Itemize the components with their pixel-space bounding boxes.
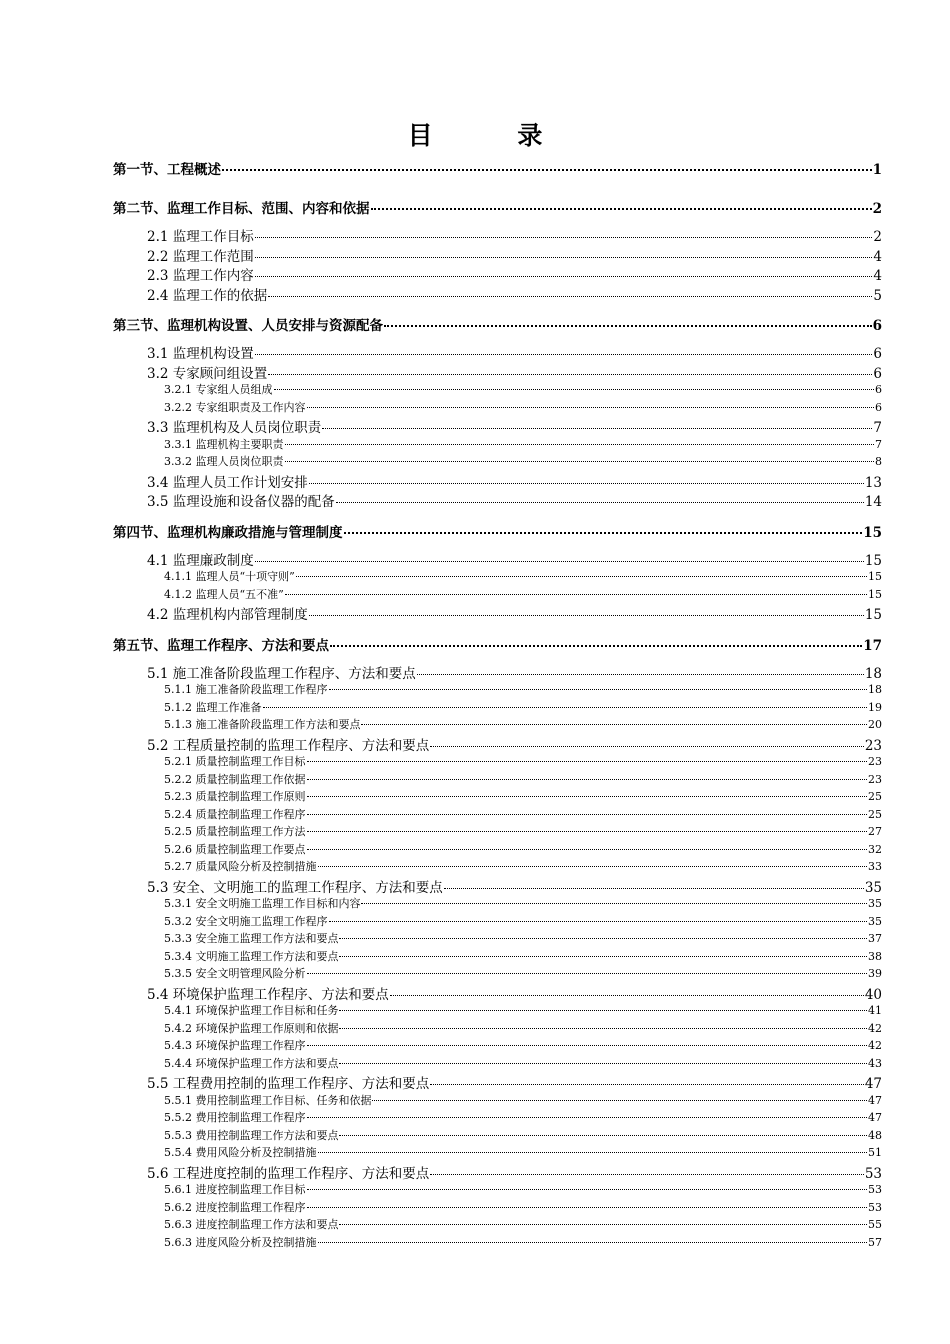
toc-dot-leader (307, 1045, 868, 1046)
toc-entry-label: 2.2 监理工作范围 (147, 248, 254, 265)
toc-dot-leader (255, 354, 873, 355)
toc-entry-page-number: 40 (864, 986, 882, 1003)
toc-entry[interactable] (164, 699, 882, 715)
toc-dot-leader (339, 938, 867, 939)
toc-entry-page-number: 23 (868, 755, 882, 768)
toc-dot-leader (336, 502, 864, 503)
toc-entry[interactable] (113, 197, 882, 217)
toc-entry-label: 3.3.1 监理机构主要职责 (164, 437, 284, 451)
toc-entry-label: 5.6.2 进度控制监理工作程序 (164, 1200, 306, 1214)
toc-entry-label: 2.3 监理工作内容 (147, 268, 254, 284)
toc-entry-label: 5.6 工程进度控制的监理工作程序、方法和要点 (147, 1165, 430, 1182)
toc-entry-page-number: 20 (868, 718, 882, 731)
toc-entry[interactable] (147, 1162, 882, 1182)
toc-entry-page-number: 23 (864, 737, 882, 754)
toc-entry[interactable] (164, 895, 882, 911)
toc-entry-label: 5.2 工程质量控制的监理工作程序、方法和要点 (147, 737, 430, 754)
toc-entry[interactable] (164, 771, 882, 787)
toc-entry-label: 5.5.4 费用风险分析及控制措施 (164, 1146, 317, 1159)
toc-dot-leader (296, 576, 867, 577)
toc-entry-page-number: 35 (864, 879, 882, 896)
toc-entry-page-number: 25 (868, 790, 882, 803)
toc-dot-leader (372, 1100, 867, 1101)
toc-entry-label: 3.1 监理机构设置 (147, 346, 254, 362)
toc-entry-label: 5.6.3 进度控制监理工作方法和要点 (164, 1218, 339, 1231)
toc-entry-page-number: 15 (863, 524, 882, 541)
toc-dot-leader (309, 615, 864, 616)
toc-entry-label: 5.2.5 质量控制监理工作方法 (164, 825, 306, 838)
toc-entry-label: 3.4 监理人员工作计划安排 (147, 474, 308, 491)
toc-entry[interactable] (164, 841, 882, 857)
toc-dot-leader (430, 746, 864, 747)
toc-dot-leader (285, 461, 875, 462)
toc-entry[interactable] (147, 734, 882, 754)
toc-entry[interactable] (164, 1144, 882, 1160)
toc-entry-page-number: 2 (873, 229, 882, 245)
toc-entry-page-number: 18 (868, 683, 882, 696)
page-title: 目 录 (407, 121, 581, 150)
toc-entry-page-number: 53 (864, 1165, 882, 1182)
toc-entry-label: 5.1.3 施工准备阶段监理工作方法和要点 (164, 718, 361, 731)
toc-dot-leader (339, 1010, 867, 1011)
toc-entry-label: 5.2.1 质量控制监理工作目标 (164, 755, 306, 768)
toc-entry-label: 5.1.2 监理工作准备 (164, 700, 262, 714)
toc-entry-page-number: 15 (864, 552, 882, 569)
toc-dot-leader (268, 374, 872, 375)
toc-entry[interactable] (113, 634, 882, 654)
toc-entry[interactable] (164, 1181, 882, 1197)
toc-entry-label: 3.3 监理机构及人员岗位职责 (147, 420, 322, 436)
toc-dot-leader (322, 428, 872, 429)
toc-entry-label: 5.3 安全、文明施工的监理工作程序、方法和要点 (147, 879, 443, 896)
toc-entry-page-number: 53 (868, 1183, 882, 1196)
toc-entry-label: 5.6.1 进度控制监理工作目标 (164, 1183, 306, 1196)
toc-entry-label: 3.3.2 监理人员岗位职责 (164, 455, 284, 468)
toc-entry-page-number: 42 (868, 1021, 882, 1035)
toc-entry[interactable] (147, 983, 882, 1003)
toc-entry[interactable] (164, 453, 882, 469)
toc-entry-page-number: 4 (873, 248, 882, 265)
toc-entry-label: 5.6.3 进度风险分析及控制措施 (164, 1235, 317, 1249)
toc-entry[interactable] (164, 1199, 882, 1215)
toc-dot-leader (430, 1174, 864, 1175)
toc-entry-label: 3.2 专家顾问组设置 (147, 365, 268, 382)
toc-dot-leader (307, 831, 868, 832)
toc-entry-page-number: 13 (864, 474, 882, 491)
toc-dot-leader (339, 1224, 867, 1225)
toc-dot-leader (255, 561, 864, 562)
toc-entry-label: 5.3.3 安全施工监理工作方法和要点 (164, 932, 339, 945)
toc-dot-leader (222, 169, 872, 171)
toc-entry[interactable] (164, 1037, 882, 1053)
toc-entry-label: 5.2.7 质量风险分析及控制措施 (164, 860, 317, 873)
toc-dot-leader (361, 903, 867, 904)
toc-dot-leader (361, 724, 867, 725)
toc-entry-page-number: 4 (873, 268, 882, 284)
toc-dot-leader (318, 866, 868, 867)
toc-entry-label: 4.2 监理机构内部管理制度 (147, 607, 308, 623)
toc-dot-leader (255, 257, 873, 258)
toc-dot-leader (255, 237, 873, 238)
toc-dot-leader (339, 956, 867, 957)
toc-entry-page-number: 25 (868, 807, 882, 821)
toc-entry-page-number: 42 (868, 1039, 882, 1052)
toc-entry-page-number: 6 (875, 383, 882, 396)
toc-entry-label: 2.4 监理工作的依据 (147, 287, 268, 304)
toc-dot-leader (318, 1152, 868, 1153)
toc-dot-leader (339, 1135, 867, 1136)
toc-entry-label: 5.3.2 安全文明施工监理工作程序 (164, 914, 328, 928)
toc-dot-leader (309, 483, 864, 484)
toc-entry[interactable] (164, 399, 882, 415)
toc-dot-leader (339, 1028, 867, 1029)
toc-entry-page-number: 53 (868, 1200, 882, 1214)
toc-entry-label: 5.1.1 施工准备阶段监理工作程序 (164, 683, 328, 696)
toc-entry-page-number: 27 (868, 825, 882, 838)
toc-dot-leader (307, 407, 875, 408)
toc-entry[interactable] (164, 1127, 882, 1143)
toc-dot-leader (344, 532, 863, 534)
toc-dot-leader (307, 779, 868, 780)
toc-entry-page-number: 5 (873, 287, 882, 304)
toc-entry[interactable] (147, 362, 882, 382)
toc-entry-label: 3.2.1 专家组人员组成 (164, 383, 273, 396)
toc-entry-page-number: 47 (868, 1111, 882, 1124)
toc-entry-page-number: 33 (868, 860, 882, 873)
toc-entry-label: 5.5.2 费用控制监理工作程序 (164, 1111, 306, 1124)
toc-entry[interactable] (164, 930, 882, 946)
toc-entry-page-number: 57 (868, 1235, 882, 1249)
toc-entry-label: 4.1.1 监理人员“十项守则” (164, 570, 295, 583)
toc-entry-label: 5.3.1 安全文明施工监理工作目标和内容 (164, 897, 361, 910)
toc-entry-label: 第四节、监理机构廉政措施与管理制度 (113, 524, 343, 541)
toc-entry-page-number: 43 (868, 1056, 882, 1070)
toc-entry-page-number: 6 (873, 365, 882, 382)
toc-entry-label: 5.4.3 环境保护监理工作程序 (164, 1039, 306, 1052)
toc-dot-leader (307, 1189, 868, 1190)
toc-entry-label: 5.5.1 费用控制监理工作目标、任务和依据 (164, 1093, 372, 1107)
toc-entry-page-number: 8 (875, 455, 882, 468)
toc-entry[interactable] (147, 245, 882, 265)
toc-entry-page-number: 47 (868, 1093, 882, 1107)
toc-entry-page-number: 15 (864, 607, 882, 623)
toc-dot-leader (274, 389, 875, 390)
toc-entry-page-number: 6 (872, 318, 882, 334)
toc-entry-page-number: 32 (868, 842, 882, 856)
toc-entry-page-number: 6 (873, 346, 882, 362)
toc-entry-page-number: 48 (868, 1128, 882, 1142)
toc-dot-leader (255, 276, 873, 277)
toc-entry[interactable] (164, 681, 882, 697)
toc-entry-page-number: 14 (864, 494, 882, 510)
toc-entry[interactable] (164, 1020, 882, 1036)
toc-entry[interactable] (164, 1055, 882, 1071)
toc-dot-leader (390, 995, 864, 996)
toc-entry-label: 5.3.5 安全文明管理风险分析 (164, 967, 306, 980)
toc-dot-leader (339, 1063, 867, 1064)
toc-entry[interactable] (164, 381, 882, 397)
toc-dot-leader (285, 444, 875, 445)
toc-entry-label: 5.5.3 费用控制监理工作方法和要点 (164, 1128, 339, 1142)
toc-dot-leader (307, 849, 868, 850)
toc-entry[interactable] (147, 490, 882, 510)
toc-entry-label: 5.2.3 质量控制监理工作原则 (164, 790, 306, 803)
toc-entry[interactable] (113, 314, 882, 334)
toc-entry-label: 5.4.4 环境保护监理工作方法和要点 (164, 1056, 339, 1070)
toc-entry[interactable] (147, 1072, 882, 1092)
toc-entry[interactable] (164, 965, 882, 981)
toc-entry-page-number: 39 (868, 967, 882, 980)
toc-entry-page-number: 17 (863, 637, 882, 654)
toc-entry[interactable] (164, 716, 882, 732)
toc-entry[interactable] (164, 823, 882, 839)
toc-entry[interactable] (147, 225, 882, 245)
toc-entry[interactable] (164, 1092, 882, 1108)
toc-entry-label: 第一节、工程概述 (113, 162, 221, 178)
toc-entry[interactable] (147, 416, 882, 436)
toc-dot-leader (307, 814, 868, 815)
toc-dot-leader (285, 594, 867, 595)
toc-entry[interactable] (164, 436, 882, 452)
toc-entry-page-number: 47 (864, 1076, 882, 1092)
toc-entry-label: 第二节、监理工作目标、范围、内容和依据 (113, 201, 370, 217)
toc-entry[interactable] (164, 913, 882, 929)
toc-entry-label: 5.2.2 质量控制监理工作依据 (164, 772, 306, 786)
toc-entry[interactable] (147, 471, 882, 491)
toc-entry-label: 4.1.2 监理人员“五不准” (164, 587, 284, 601)
toc-entry[interactable] (164, 568, 882, 584)
toc-entry-label: 3.5 监理设施和设备仪器的配备 (147, 494, 335, 510)
toc-entry[interactable] (147, 284, 882, 304)
toc-entry[interactable] (164, 1234, 882, 1250)
toc-entry[interactable] (164, 948, 882, 964)
toc-entry[interactable] (147, 876, 882, 896)
toc-dot-leader (417, 674, 864, 675)
toc-entry[interactable] (164, 806, 882, 822)
toc-entry-label: 2.1 监理工作目标 (147, 229, 254, 245)
toc-entry-label: 5.4 环境保护监理工作程序、方法和要点 (147, 986, 389, 1003)
toc-dot-leader (307, 973, 868, 974)
toc-entry[interactable] (147, 662, 882, 682)
toc-entry-page-number: 38 (868, 949, 882, 963)
toc-entry-page-number: 2 (872, 201, 882, 217)
toc-dot-leader (307, 796, 868, 797)
toc-entry[interactable] (147, 264, 882, 284)
toc-dot-leader (371, 208, 872, 210)
toc-dot-leader (263, 707, 868, 708)
toc-entry-label: 5.2.4 质量控制监理工作程序 (164, 807, 306, 821)
toc-dot-leader (444, 888, 864, 889)
toc-dot-leader (268, 296, 872, 297)
toc-entry[interactable] (147, 603, 882, 623)
toc-dot-leader (430, 1084, 864, 1085)
toc-entry-label: 5.4.2 环境保护监理工作原则和依据 (164, 1021, 339, 1035)
toc-entry[interactable] (147, 342, 882, 362)
toc-dot-leader (307, 1207, 868, 1208)
toc-entry-page-number: 15 (868, 587, 882, 601)
toc-entry-page-number: 6 (875, 400, 882, 414)
toc-entry-label: 5.5 工程费用控制的监理工作程序、方法和要点 (147, 1076, 430, 1092)
toc-dot-leader (329, 689, 868, 690)
toc-entry-page-number: 7 (873, 420, 882, 436)
toc-dot-leader (330, 645, 862, 647)
toc-entry-page-number: 35 (868, 897, 882, 910)
toc-entry[interactable] (164, 586, 882, 602)
toc-entry-label: 第三节、监理机构设置、人员安排与资源配备 (113, 318, 383, 334)
toc-entry-label: 5.2.6 质量控制监理工作要点 (164, 842, 306, 856)
toc-entry-page-number: 7 (875, 437, 882, 451)
toc-entry-label: 5.3.4 文明施工监理工作方法和要点 (164, 949, 339, 963)
toc-entry-page-number: 55 (868, 1218, 882, 1231)
toc-entry-label: 5.1 施工准备阶段监理工作程序、方法和要点 (147, 665, 416, 682)
toc-entry-page-number: 37 (868, 932, 882, 945)
toc-dot-leader (307, 761, 868, 762)
toc-entry-label: 3.2.2 专家组职责及工作内容 (164, 400, 306, 414)
toc-entry[interactable] (164, 788, 882, 804)
toc-entry-page-number: 15 (868, 570, 882, 583)
toc-entry[interactable] (164, 858, 882, 874)
toc-entry-page-number: 18 (864, 665, 882, 682)
toc-dot-leader (318, 1242, 868, 1243)
toc-entry-label: 5.4.1 环境保护监理工作目标和任务 (164, 1004, 339, 1017)
toc-dot-leader (384, 325, 872, 327)
toc-entry[interactable] (147, 549, 882, 569)
toc-entry-page-number: 19 (868, 700, 882, 714)
toc-entry-page-number: 41 (868, 1004, 882, 1017)
toc-entry[interactable] (113, 158, 882, 178)
toc-entry[interactable] (164, 1109, 882, 1125)
toc-entry-label: 第五节、监理工作程序、方法和要点 (113, 637, 329, 654)
toc-entry[interactable] (164, 1002, 882, 1018)
toc-entry-label: 4.1 监理廉政制度 (147, 552, 254, 569)
toc-dot-leader (329, 921, 868, 922)
toc-entry-page-number: 1 (872, 162, 882, 178)
toc-entry[interactable] (113, 521, 882, 541)
toc-entry-page-number: 23 (868, 772, 882, 786)
toc-entry[interactable] (164, 1216, 882, 1232)
toc-dot-leader (307, 1117, 868, 1118)
toc-entry[interactable] (164, 753, 882, 769)
toc-entry-page-number: 35 (868, 914, 882, 928)
toc-entry-page-number: 51 (868, 1146, 882, 1159)
